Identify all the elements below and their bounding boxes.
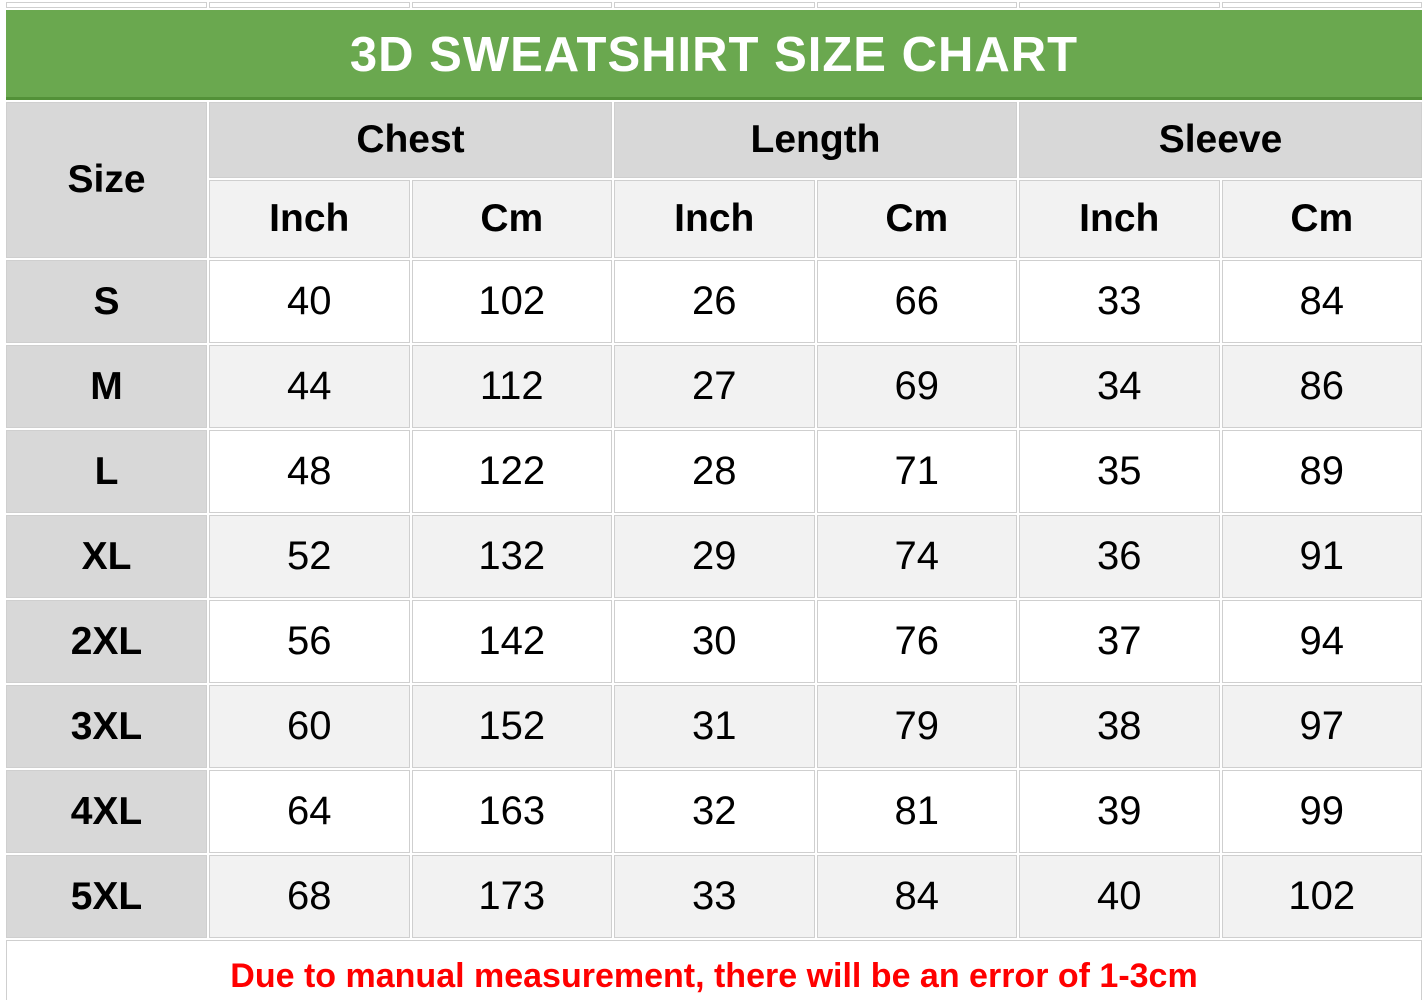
measurement-value: 84 bbox=[1221, 259, 1424, 344]
size-label: 2XL bbox=[5, 599, 208, 684]
cropped-row-top bbox=[5, 1, 1423, 9]
measurement-value: 112 bbox=[411, 344, 614, 429]
measurement-value: 31 bbox=[613, 684, 816, 769]
size-chart-table bbox=[4, 0, 1424, 1000]
measurement-value: 44 bbox=[208, 344, 411, 429]
measurement-value: 60 bbox=[208, 684, 411, 769]
table-row bbox=[5, 514, 1423, 599]
measurement-value: 102 bbox=[411, 259, 614, 344]
measurement-value: 52 bbox=[208, 514, 411, 599]
table-row bbox=[5, 599, 1423, 684]
measurement-value: 79 bbox=[816, 684, 1019, 769]
measurement-value: 132 bbox=[411, 514, 614, 599]
measurement-value: 26 bbox=[613, 259, 816, 344]
page-title: 3D SWEATSHIRT SIZE CHART bbox=[5, 9, 1423, 101]
measurement-value: 30 bbox=[613, 599, 816, 684]
size-label: S bbox=[5, 259, 208, 344]
measurement-value: 37 bbox=[1018, 599, 1221, 684]
measurement-value: 69 bbox=[816, 344, 1019, 429]
measurement-value: 122 bbox=[411, 429, 614, 514]
measurement-value: 28 bbox=[613, 429, 816, 514]
cropped-cell bbox=[816, 1, 1019, 9]
measurement-value: 142 bbox=[411, 599, 614, 684]
chest-inch-header: Inch bbox=[208, 179, 411, 259]
size-label: 4XL bbox=[5, 769, 208, 854]
measurement-value: 163 bbox=[411, 769, 614, 854]
measurement-value: 33 bbox=[613, 854, 816, 939]
size-column-header: Size bbox=[5, 101, 208, 259]
measurement-value: 97 bbox=[1221, 684, 1424, 769]
measurement-value: 40 bbox=[208, 259, 411, 344]
measurement-value: 40 bbox=[1018, 854, 1221, 939]
measurement-value: 64 bbox=[208, 769, 411, 854]
measurement-value: 56 bbox=[208, 599, 411, 684]
sleeve-group-header: Sleeve bbox=[1018, 101, 1423, 179]
group-header-row bbox=[5, 101, 1423, 179]
measurement-value: 86 bbox=[1221, 344, 1424, 429]
table-row bbox=[5, 854, 1423, 939]
cropped-cell bbox=[1018, 1, 1221, 9]
size-label: 3XL bbox=[5, 684, 208, 769]
cropped-cell bbox=[411, 1, 614, 9]
chest-cm-header: Cm bbox=[411, 179, 614, 259]
note-row bbox=[5, 939, 1423, 1000]
measurement-value: 99 bbox=[1221, 769, 1424, 854]
cropped-cell bbox=[5, 1, 208, 9]
size-label: XL bbox=[5, 514, 208, 599]
measurement-value: 68 bbox=[208, 854, 411, 939]
table-row bbox=[5, 259, 1423, 344]
length-cm-header: Cm bbox=[816, 179, 1019, 259]
measurement-value: 36 bbox=[1018, 514, 1221, 599]
sleeve-cm-header: Cm bbox=[1221, 179, 1424, 259]
measurement-value: 32 bbox=[613, 769, 816, 854]
measurement-value: 102 bbox=[1221, 854, 1424, 939]
size-label: L bbox=[5, 429, 208, 514]
length-group-header: Length bbox=[613, 101, 1018, 179]
cropped-cell bbox=[613, 1, 816, 9]
table-row bbox=[5, 684, 1423, 769]
measurement-value: 27 bbox=[613, 344, 816, 429]
chest-group-header: Chest bbox=[208, 101, 613, 179]
measurement-value: 76 bbox=[816, 599, 1019, 684]
measurement-value: 38 bbox=[1018, 684, 1221, 769]
measurement-value: 81 bbox=[816, 769, 1019, 854]
measurement-value: 84 bbox=[816, 854, 1019, 939]
measurement-value: 152 bbox=[411, 684, 614, 769]
measurement-note: Due to manual measurement, there will be an error of 1-3cm bbox=[5, 939, 1423, 1000]
table-row bbox=[5, 429, 1423, 514]
measurement-value: 34 bbox=[1018, 344, 1221, 429]
measurement-value: 66 bbox=[816, 259, 1019, 344]
measurement-value: 39 bbox=[1018, 769, 1221, 854]
cropped-cell bbox=[208, 1, 411, 9]
measurement-value: 33 bbox=[1018, 259, 1221, 344]
sleeve-inch-header: Inch bbox=[1018, 179, 1221, 259]
length-inch-header: Inch bbox=[613, 179, 816, 259]
unit-header-row bbox=[5, 179, 1423, 259]
measurement-value: 74 bbox=[816, 514, 1019, 599]
measurement-value: 89 bbox=[1221, 429, 1424, 514]
table-row bbox=[5, 344, 1423, 429]
size-label: 5XL bbox=[5, 854, 208, 939]
table-row bbox=[5, 769, 1423, 854]
measurement-value: 48 bbox=[208, 429, 411, 514]
measurement-value: 71 bbox=[816, 429, 1019, 514]
cropped-cell bbox=[1221, 1, 1424, 9]
measurement-value: 29 bbox=[613, 514, 816, 599]
size-label: M bbox=[5, 344, 208, 429]
measurement-value: 35 bbox=[1018, 429, 1221, 514]
measurement-value: 91 bbox=[1221, 514, 1424, 599]
measurement-value: 94 bbox=[1221, 599, 1424, 684]
measurement-value: 173 bbox=[411, 854, 614, 939]
title-row bbox=[5, 9, 1423, 101]
